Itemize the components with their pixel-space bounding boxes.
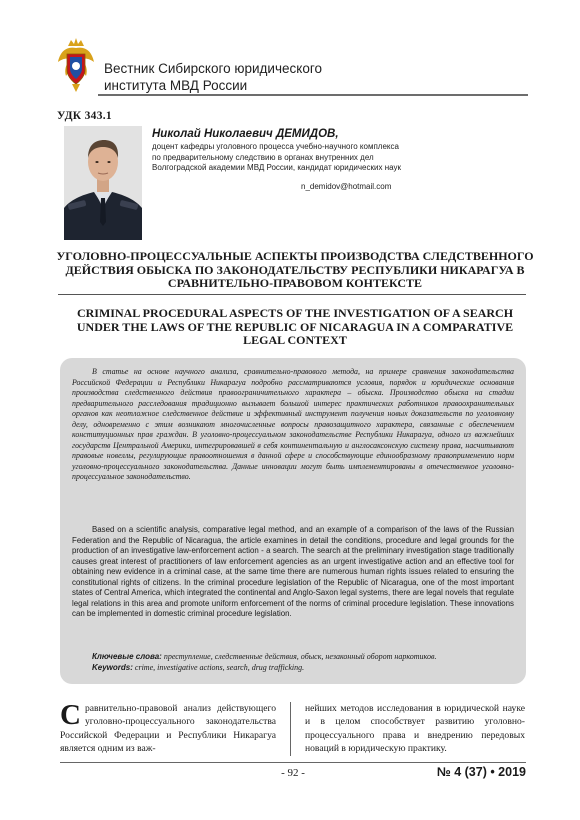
body-column-left xyxy=(60,699,276,755)
page-number: - 92 - xyxy=(281,767,305,779)
abstract-en: Based on a scientific analysis, comparative legal method, and an example of a comparison of the laws of the Russian Federation and the Republic of Nicaragua, the article examines in detail the conditions, procedure and legal grounds for the production of an investigative law-enforcement action - a search. The search at the preliminary investigation stage traditionally causes great interest of practitioners of law enforcement agencies as an urgent investigative action and an effective tool for obtaining new evidence in a criminal case, at the same time there are numerous human rights issues related to ensuring the constitutional rights of citizens. In the criminal procedure legislation of the Republic of Nicaragua, one of the most important states of Central America, which integrated the continental and Anglo-Saxon legal systems, there are legal novels that regulate legal relations in this area and promote uniform enforcement of the norms of criminal procedure legislation. These innovations can be implemented in domestic criminal procedure legislation. xyxy=(72,525,514,619)
article-title-en: CRIMINAL PROCEDURAL ASPECTS OF THE INVESTIGATION OF A SEARCH UNDER THE LAWS OF THE REPUBLIC OF NICARAGUA IN A COMPARATIVE LEGAL CONTEXT xyxy=(76,306,514,347)
keywords-en-label: Keywords: xyxy=(92,662,133,672)
author-affiliation: доцент кафедры уголовного процесса учебно-научного комплекса по предварительному следствию в органах внутренних дел Волгоградской академии МВД России, кандидат юридических наук xyxy=(152,142,401,173)
keywords-en-text: crime, investigative actions, search, drug trafficking. xyxy=(134,662,305,672)
footer-divider xyxy=(60,762,526,763)
column-divider xyxy=(290,702,291,756)
drop-cap: С xyxy=(60,699,81,731)
title-divider xyxy=(58,294,526,295)
keywords-ru-text: преступление, следственные действия, обыск, незаконный оборот наркотиков. xyxy=(163,652,437,661)
header-divider xyxy=(98,94,528,96)
abstract-ru: В статье на основе научного анализа, сравнительно-правового метода, на примере сравнения законодательства Российской Федерации и Республики Никарагуа подробно рассматриваются условия, порядок и юридические основания производства следственного действия правоограничительного характера – обыска. Производство обыска на стадии предварительного расследования традиционно вызывает большой интерес практических работников правоохранительных органов как неотложное следственное действие и эффективный инструмент получения новых доказательств по уголовному делу, одновременно с этим возникают многочисленные вопросы правозащитного характера, связанные с обеспечением конституционных прав граждан. В уголовно-процессуальном законодательстве Республики Никарагуа, одного из важнейших государств Центральной Америки, интегрировавшей в себя континентальную и англосаксонскую систему права, насчитывают правовые новеллы, регулирующие правоотношения в данной сфере и способствующие единообразному правоприменению норм уголовно-процессуального законодательства. Данные инновации могут быть имплементированы в отечественное уголовно-процессуальное законодательство. xyxy=(72,367,514,482)
keywords-block xyxy=(92,652,512,674)
issue-label: № 4 (37) • 2019 xyxy=(436,765,526,779)
author-email[interactable]: n_demidov@hotmail.com xyxy=(301,182,392,191)
article-title-ru: УГОЛОВНО-ПРОЦЕССУАЛЬНЫЕ АСПЕКТЫ ПРОИЗВОДСТВА СЛЕДСТВЕННОГО ДЕЙСТВИЯ ОБЫСКА ПО ЗАКОНОДАТЕЛЬСТВУ РЕСПУБЛИКИ НИКАРАГУА В СРАВНИТЕЛЬНО-ПРАВОВОМ КОНТЕКСТЕ xyxy=(56,249,534,290)
journal-title xyxy=(104,60,324,94)
journal-title-line2: института МВД России xyxy=(104,78,248,93)
author-photo xyxy=(64,126,142,240)
keywords-ru-label: Ключевые слова: xyxy=(92,652,162,661)
body-column-right: нейших методов исследования в юридической науке и в целом способствует развитию уголовно-процессуального права и внедрению передовых новаций в юридическую практику. xyxy=(305,703,525,754)
keywords-en xyxy=(92,663,512,674)
author-name: Николай Николаевич ДЕМИДОВ, xyxy=(152,128,339,140)
journal-emblem-icon xyxy=(56,36,96,94)
keywords-ru xyxy=(92,652,512,663)
journal-title-line1: Вестник Сибирского юридического xyxy=(104,61,322,76)
udk-code: УДК 343.1 xyxy=(57,110,112,122)
body-text-left: равнительно-правовой анализ действующего уголовно-процессуального законодательства Российской Федерации и Республики Никарагуа является одним из важ- xyxy=(60,703,276,754)
